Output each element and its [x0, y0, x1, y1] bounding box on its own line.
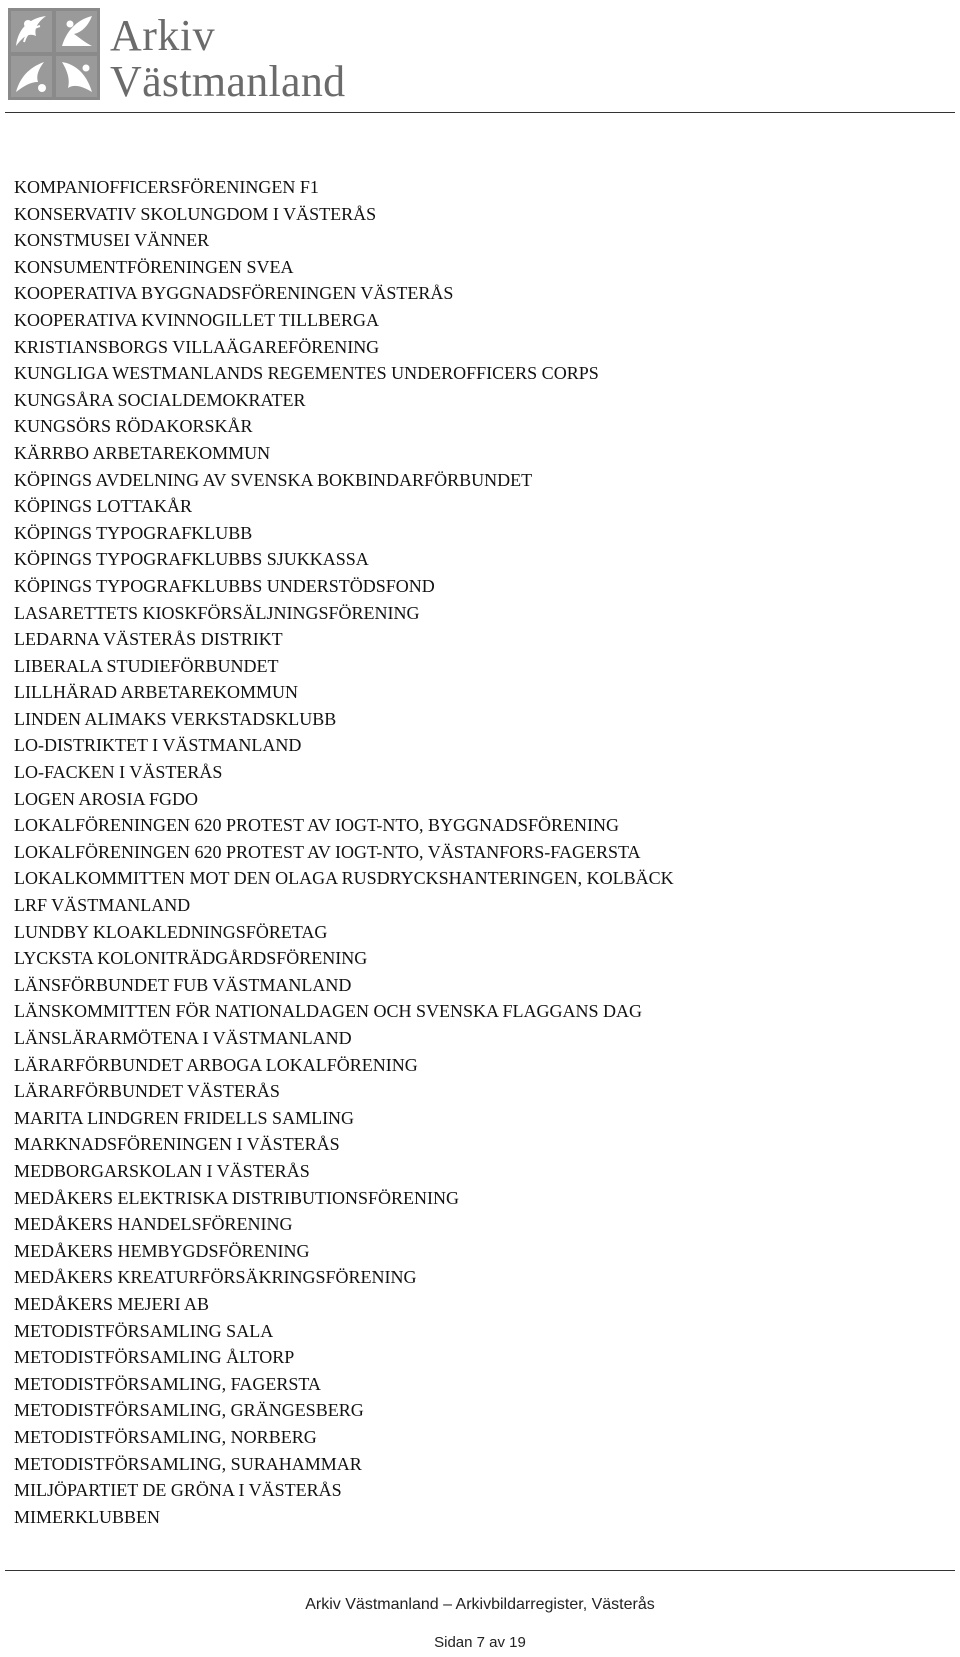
header [8, 8, 370, 104]
list-item: METODISTFÖRSAMLING, SURAHAMMAR [14, 1453, 362, 1474]
list-item: LO-DISTRIKTET I VÄSTMANLAND [14, 735, 302, 756]
list-item: MEDÅKERS HEMBYGDSFÖRENING [14, 1240, 310, 1261]
list-item: KRISTIANSBORGS VILLAÄGAREFÖRENING [14, 336, 380, 357]
list-item: MEDÅKERS KREATURFÖRSÄKRINGSFÖRENING [14, 1267, 417, 1288]
list-item: METODISTFÖRSAMLING SALA [14, 1320, 274, 1341]
list-item: MIMERKLUBBEN [14, 1506, 161, 1527]
list-item: LYCKSTA KOLONITRÄDGÅRDSFÖRENING [14, 948, 368, 969]
list-item: METODISTFÖRSAMLING, NORBERG [14, 1426, 317, 1447]
list-item: KÄRRBO ARBETAREKOMMUN [14, 442, 271, 463]
list-item: LOKALFÖRENINGEN 620 PROTEST AV IOGT-NTO, VÄSTANFORS-FAGERSTA [14, 841, 641, 862]
page-number: Sidan 7 av 19 [434, 1634, 526, 1651]
list-item: LIBERALA STUDIEFÖRBUNDET [14, 655, 279, 676]
list-item: KOOPERATIVA KVINNOGILLET TILLBERGA [14, 309, 379, 330]
list-item: MARKNADSFÖRENINGEN I VÄSTERÅS [14, 1134, 340, 1155]
list-item: KONSERVATIV SKOLUNGDOM I VÄSTERÅS [14, 203, 377, 224]
list-item: LASARETTETS KIOSKFÖRSÄLJNINGSFÖRENING [14, 602, 420, 623]
list-item: LÄRARFÖRBUNDET VÄSTERÅS [14, 1081, 280, 1102]
list-item: LINDEN ALIMAKS VERKSTADSKLUBB [14, 708, 337, 729]
list-item: LÄNSKOMMITTEN FÖR NATIONALDAGEN OCH SVENSKA FLAGGANS DAG [14, 1001, 643, 1022]
list-item: KONSUMENTFÖRENINGEN SVEA [14, 256, 294, 277]
list-item: KÖPINGS TYPOGRAFKLUBB [14, 522, 253, 543]
list-item: METODISTFÖRSAMLING, FAGERSTA [14, 1373, 321, 1394]
list-item: MEDÅKERS MEJERI AB [14, 1293, 210, 1314]
list-item: LOKALFÖRENINGEN 620 PROTEST AV IOGT-NTO, BYGGNADSFÖRENING [14, 815, 620, 836]
list-item: LOGEN AROSIA FGDO [14, 788, 199, 809]
logo-line-arkiv: Arkiv [110, 11, 216, 60]
logo-line-vastmanland: Västmanland [110, 57, 346, 106]
list-item: LÄRARFÖRBUNDET ARBOGA LOKALFÖRENING [14, 1054, 418, 1075]
list-item: LÄNSLÄRARMÖTENA I VÄSTMANLAND [14, 1028, 352, 1048]
list-item: LOKALKOMMITTEN MOT DEN OLAGA RUSDRYCKSHANTERINGEN, KOLBÄCK [14, 868, 674, 889]
list-item: KUNGSÅRA SOCIALDEMOKRATER [14, 389, 306, 410]
list-item: MEDBORGARSKOLAN I VÄSTERÅS [14, 1160, 310, 1181]
list-item: KÖPINGS LOTTAKÅR [14, 496, 193, 517]
list-item: KOOPERATIVA BYGGNADSFÖRENINGEN VÄSTERÅS [14, 283, 454, 304]
archive-creator-list [14, 174, 674, 1530]
list-item: MILJÖPARTIET DE GRÖNA I VÄSTERÅS [14, 1480, 342, 1501]
list-item: METODISTFÖRSAMLING ÅLTORP [14, 1347, 295, 1368]
list-item: KONSTMUSEI VÄNNER [14, 230, 210, 251]
list-item: LRF VÄSTMANLAND [14, 895, 191, 916]
footer-title: Arkiv Västmanland – Arkivbildarregister, Västerås [305, 1596, 655, 1613]
list-item: LEDARNA VÄSTERÅS DISTRIKT [14, 629, 283, 650]
list-item: KOMPANIOFFICERSFÖRENINGEN F1 [14, 177, 319, 197]
list-item: LILLHÄRAD ARBETAREKOMMUN [14, 682, 299, 703]
list-item: METODISTFÖRSAMLING, GRÄNGESBERG [14, 1400, 364, 1421]
list-item: LO-FACKEN I VÄSTERÅS [14, 762, 223, 783]
list-item: KUNGSÖRS RÖDAKORSKÅR [14, 416, 253, 437]
logo-wordmark [110, 8, 345, 104]
list-item: LÄNSFÖRBUNDET FUB VÄSTMANLAND [14, 974, 352, 995]
list-item: KÖPINGS TYPOGRAFKLUBBS UNDERSTÖDSFOND [14, 575, 435, 596]
footer-divider [5, 1570, 955, 1571]
list-item: KUNGLIGA WESTMANLANDS REGEMENTES UNDEROFFICERS CORPS [14, 363, 599, 384]
list-item: KÖPINGS AVDELNING AV SVENSKA BOKBINDARFÖRBUNDET [14, 469, 533, 490]
logo-ornament-icon [8, 8, 100, 100]
list-item: KÖPINGS TYPOGRAFKLUBBS SJUKKASSA [14, 549, 369, 570]
list-item: MEDÅKERS HANDELSFÖRENING [14, 1214, 293, 1235]
list-item: MARITA LINDGREN FRIDELLS SAMLING [14, 1107, 355, 1128]
list-item: LUNDBY KLOAKLEDNINGSFÖRETAG [14, 921, 328, 942]
header-divider [5, 112, 955, 113]
list-item: MEDÅKERS ELEKTRISKA DISTRIBUTIONSFÖRENING [14, 1187, 460, 1208]
